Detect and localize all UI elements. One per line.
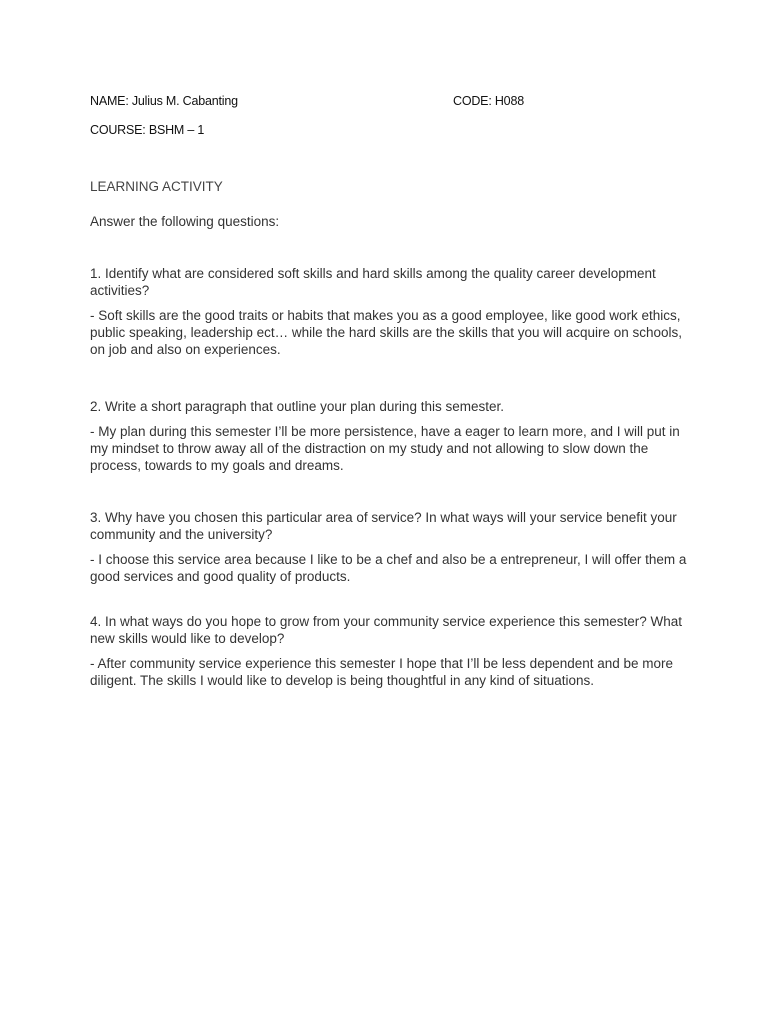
qa-item-2 xyxy=(90,398,690,474)
answer-4: - After community service experience this semester I hope that I’ll be less dependent and be more diligent. The skills I would like to develop is being thoughtful in any kind of situations. xyxy=(90,656,674,688)
question-4: 4. In what ways do you hope to grow from your community service experience this semester? What new skills would like to develop? xyxy=(90,614,683,646)
question-3: 3. Why have you chosen this particular area of service? In what ways will your service benefit your community and the university? xyxy=(90,510,677,542)
qa-item-1 xyxy=(90,265,690,358)
qa-item-3 xyxy=(90,509,690,585)
question-1: 1. Identify what are considered soft skills and hard skills among the quality career development activities? xyxy=(90,266,656,298)
answer-2: - My plan during this semester I’ll be more persistence, have a eager to learn more, and I will put in my mindset to throw away all of the distraction on my study and not allowing to slow down the process, towards to my goals and dreams. xyxy=(90,424,680,473)
qa-item-4 xyxy=(90,613,690,689)
student-course: COURSE: BSHM – 1 xyxy=(90,123,205,137)
answer-1: - Soft skills are the good traits or habits that makes you as a good employee, like good work ethics, public speaking, leadership ect… while the hard skills are the skills that you will acquire on schools, on job and also on experiences. xyxy=(90,308,683,357)
question-2: 2. Write a short paragraph that outline your plan during this semester. xyxy=(90,399,504,414)
answer-3: - I choose this service area because I like to be a chef and also be a entrepreneur, I will offer them a good services and good quality of products. xyxy=(90,552,687,584)
student-name: NAME: Julius M. Cabanting xyxy=(90,94,238,108)
student-code: CODE: H088 xyxy=(453,94,524,108)
page-title: LEARNING ACTIVITY xyxy=(90,179,223,194)
instructions: Answer the following questions: xyxy=(90,214,280,229)
